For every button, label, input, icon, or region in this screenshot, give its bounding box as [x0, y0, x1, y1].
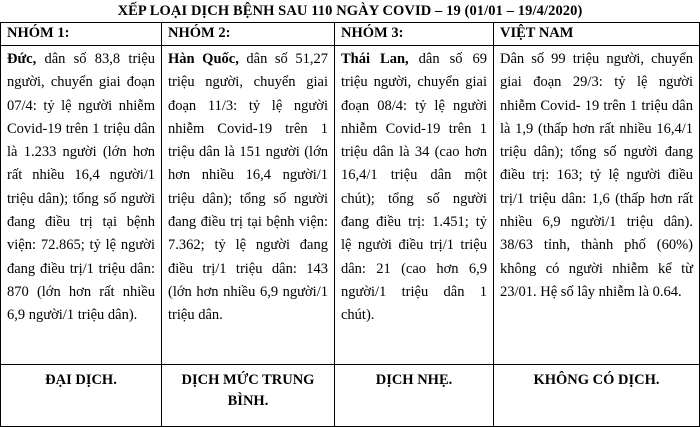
classification-table	[0, 22, 700, 427]
group-1-country: Đức,	[7, 51, 37, 67]
group-2-verdict: DỊCH MỨC TRUNG BÌNH.	[162, 365, 335, 427]
group-3-text: dân số 69 triệu người, chuyển giai đoạn 08/4: tỷ lệ người nhiễm Covid-19 trên 1 triệu dân là 34 (cao hơn 16,4/1 triệu dân một chút); tổng số người đang điều trị: 1.451; tỷ lệ người điều trị/1 triệu dân: 21 (cao hơn 6,9 người/1 triệu dân 1 chút).	[341, 51, 487, 324]
vietnam-description	[494, 46, 700, 365]
group-3-country: Thái Lan,	[341, 51, 409, 67]
group-3-header: NHÓM 3:	[335, 23, 494, 46]
group-2-country: Hàn Quốc,	[168, 51, 239, 67]
group-2-header: NHÓM 2:	[162, 23, 335, 46]
group-1-verdict: ĐẠI DỊCH.	[1, 365, 162, 427]
header-row	[1, 23, 700, 46]
group-2-text: dân số 51,27 triệu người, chuyển giai đoạn 11/3: tỷ lệ người nhiễm Covid-19 trên 1 triệu dân là 151 người (lớn hơn nhiều 16,4 người/1 triệu dân); tổng số người đang điều trị tại bệnh viện: 7.362; tỷ lệ người đang điều trị/1 triệu dân: 143 (lớn hơn nhiều 6,9 người/1 triệu dân.	[168, 51, 328, 324]
verdict-row	[1, 365, 700, 427]
document-title: XẾP LOẠI DỊCH BỆNH SAU 110 NGÀY COVID – 19 (01/01 – 19/4/2020)	[117, 3, 583, 19]
group-2-description	[162, 46, 335, 365]
group-1-text: dân số 83,8 triệu người, chuyển giai đoạn 07/4: tỷ lệ người nhiễm Covid-19 trên 1 triệu dân là 1.233 người (lớn hơn rất nhiều 16,4 người/1 triệu dân); tổng số người đang điều trị tại bệnh viện: 72.865; tỷ lệ người đang điều trị/1 triệu dân: 870 (lớn hơn rất nhiều 6,9 người/1 triệu dân).	[7, 51, 155, 324]
group-3-verdict: DỊCH NHẸ.	[335, 365, 494, 427]
group-1-header: NHÓM 1:	[1, 23, 162, 46]
vietnam-text: Dân số 99 triệu người, chuyển giai đoạn 29/3: tỷ lệ người nhiễm Covid- 19 trên 1 triệu dân là 1,9 (thấp hơn rất nhiều 16,4/1 triệu dân); tổng số người đang điều trị: 163; tỷ lệ người điều trị/1 triệu dân: 1,6 (thấp hơn rất nhiều 6,9 người/1 triệu dân). 38/63 tỉnh, thành phố (60%) không có người nhiễm kể từ 23/01. Hệ số lây nhiễm là 0.64.	[500, 51, 693, 300]
vietnam-verdict: KHÔNG CÓ DỊCH.	[494, 365, 700, 427]
group-1-description	[1, 46, 162, 365]
description-row	[1, 46, 700, 365]
group-3-description	[335, 46, 494, 365]
vietnam-header: VIỆT NAM	[494, 23, 700, 46]
